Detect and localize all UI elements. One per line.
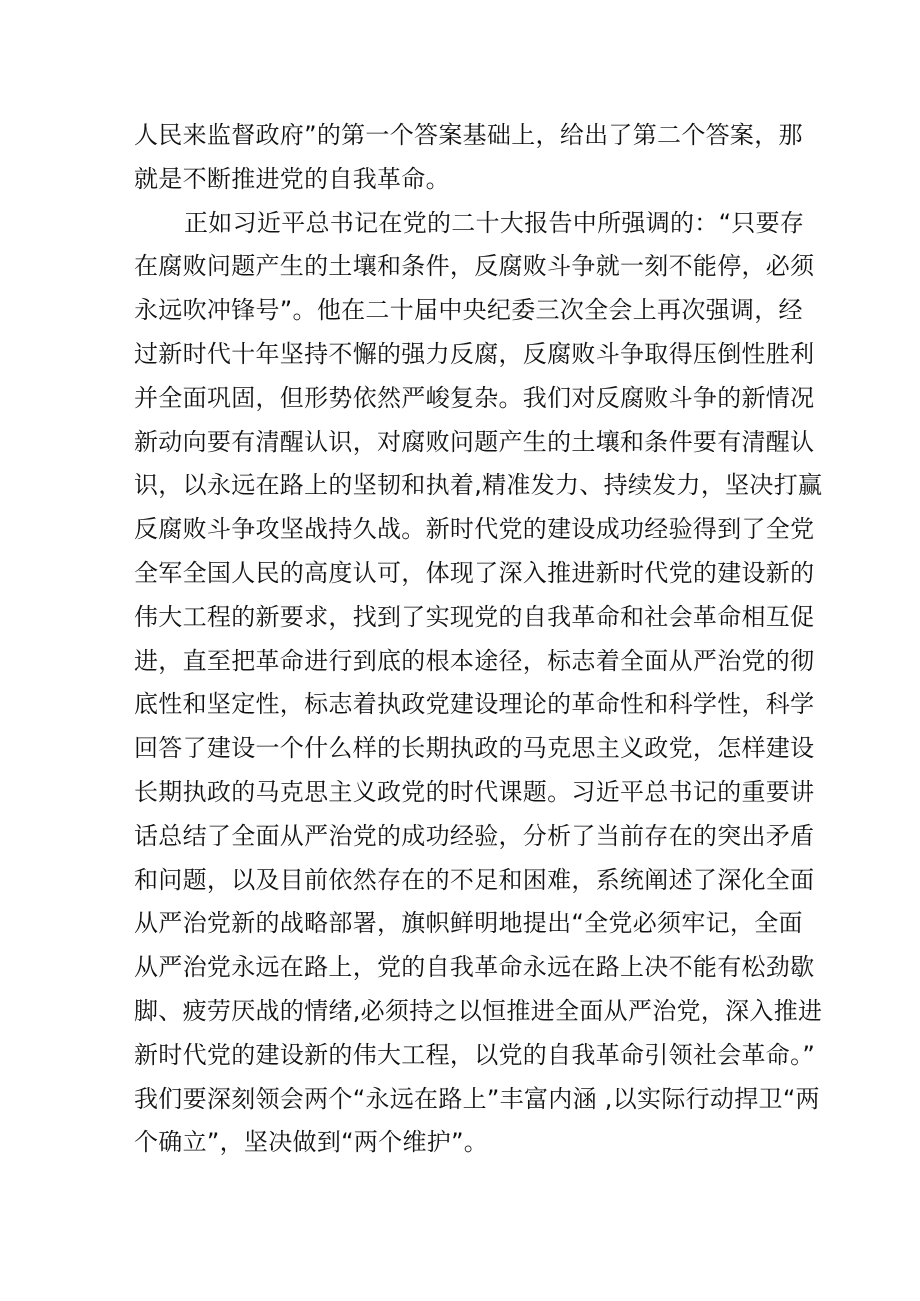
text-line: 永远吹冲锋号”。他在二十届中央纪委三次全会上再次强调，经	[134, 296, 803, 325]
text-line: 在腐败问题产生的土壤和条件，反腐败斗争就一刻不能停，必须	[134, 252, 815, 281]
text-line: 识，以永远在路上的坚韧和执着,精准发力、持续发力，坚决打赢	[134, 471, 823, 500]
text-line: 人民来监督政府”的第一个答案基础上，给出了第二个答案，那	[134, 121, 803, 149]
text-line: 新时代党的建设新的伟大工程，以党的自我革命引领社会革命。”	[134, 1040, 816, 1069]
text-line: 全军全国人民的高度认可，体现了深入推进新时代党的建设新的	[134, 558, 815, 587]
text-line: 过新时代十年坚持不懈的强力反腐，反腐败斗争取得压倒性胜利	[134, 339, 815, 368]
text-line: 底性和坚定性，标志着执政党建设理论的革命性和科学性，科学	[134, 690, 815, 719]
paragraph-start-line: 正如习近平总书记在党的二十大报告中所强调的：“只要存	[184, 208, 805, 237]
text-line: 就是不断推进党的自我革命。	[134, 164, 450, 193]
text-line: 回答了建设一个什么样的长期执政的马克思主义政党，怎样建设	[134, 734, 815, 763]
text-line: 从严治党新的战略部署，旗帜鲜明地提出“全党必须牢记，全面	[134, 909, 803, 938]
text-line: 从严治党永远在路上，党的自我革命永远在路上决不能有松劲歇	[134, 953, 815, 982]
body-text	[134, 114, 823, 1165]
text-line: 反腐败斗争攻坚战持久战。新时代党的建设成功经验得到了全党	[134, 515, 815, 544]
text-line: 脚、疲劳厌战的情绪,必须持之以恒推进全面从严治党，深入推进	[134, 996, 823, 1025]
text-line: 伟大工程的新要求，找到了实现党的自我革命和社会革命相互促	[134, 602, 815, 631]
text-line: 话总结了全面从严治党的成功经验，分析了当前存在的突出矛盾	[134, 821, 815, 850]
text-line: 长期执政的马克思主义政党的时代课题。习近平总书记的重要讲	[134, 777, 815, 806]
text-line: 我们要深刻领会两个“永远在路上”丰富内涵 ,以实际行动捍卫“两	[134, 1084, 820, 1113]
text-line: 个确立”，坚决做到“两个维护”。	[134, 1128, 489, 1157]
text-line: 进，直至把革命进行到底的根本途径，标志着全面从严治党的彻	[134, 646, 815, 675]
text-line: 和问题，以及目前依然存在的不足和困难，系统阐述了深化全面	[134, 865, 815, 894]
text-line: 新动向要有清醒认识，对腐败问题产生的土壤和条件要有清醒认	[134, 427, 815, 456]
text-line: 并全面巩固，但形势依然严峻复杂。我们对反腐败斗争的新情况	[134, 383, 815, 412]
